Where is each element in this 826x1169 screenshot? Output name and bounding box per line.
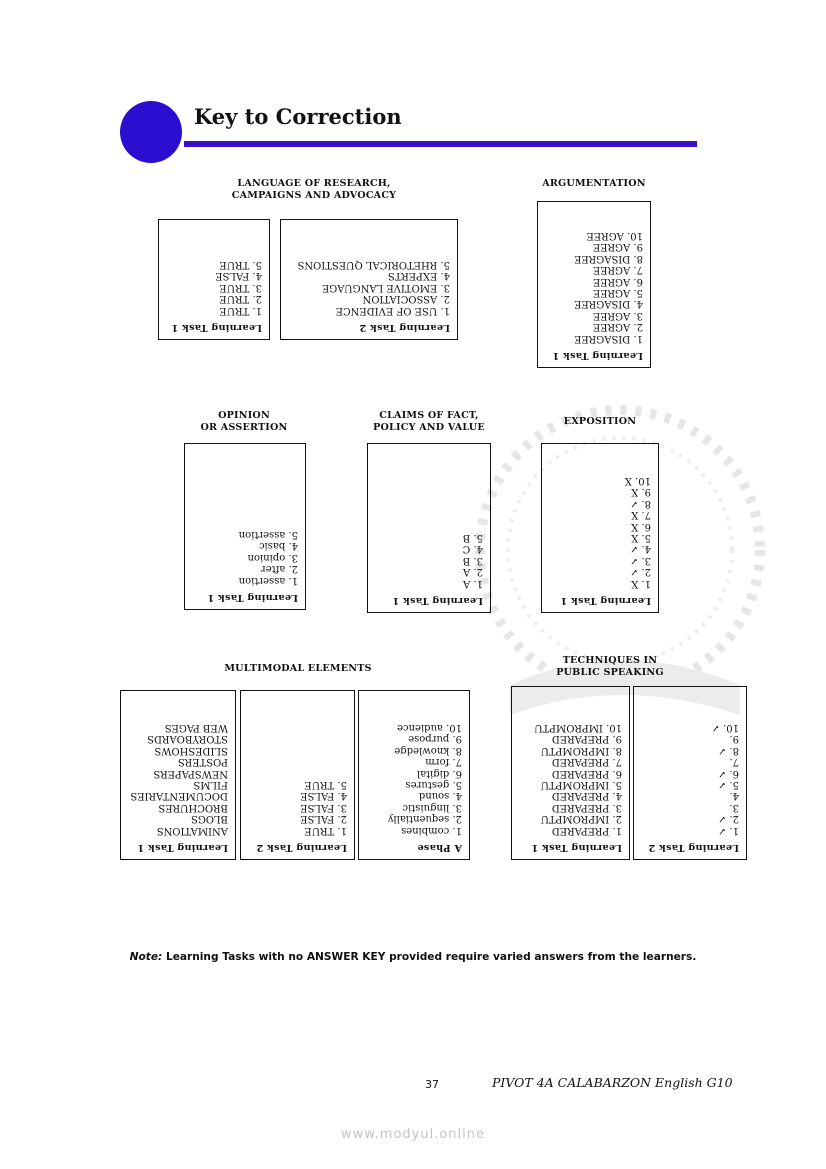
page-number: 37 bbox=[425, 1078, 439, 1091]
answer-item: 6. digital bbox=[416, 767, 462, 779]
answer-item: SLIDESHOWS bbox=[154, 744, 228, 756]
title-bullet-dot bbox=[120, 101, 182, 163]
answer-item: 5. gestures bbox=[405, 778, 462, 790]
answer-item: 3. opinion bbox=[247, 551, 298, 563]
answer-box-tp-task1: Learning Task 1 1. PREPARED 2. IMPROMPTU 3. PREPARED 4. PREPARED 5. IMPROMPTU 6. PREPARED 7. PREPARED 8. IMPROMPTU 9. PREPARED 10. IMPROMPTU bbox=[511, 686, 630, 860]
note-label: Note: bbox=[129, 951, 163, 963]
answer-box-arg-task1: Learning Task 1 1. DISAGREE 2. AGREE 3. AGREE 4. DISAGREE 5. AGREE 6. AGREE 7. AGREE 8. DISAGREE 9. AGREE 10. AGREE bbox=[537, 201, 651, 368]
answer-item: 2. ASSOCIATION bbox=[362, 293, 450, 305]
answer-item: 3. EMOTIVE LANGUAGE bbox=[321, 281, 450, 293]
answer-item: 2. A bbox=[463, 566, 483, 578]
answer-item: 3. AGREE bbox=[592, 309, 643, 321]
answer-item: 5. AGREE bbox=[592, 286, 643, 298]
answer-item: 2. AGREE bbox=[592, 321, 643, 333]
title-underline bbox=[184, 141, 697, 147]
section-title-multimodal: MULTIMODAL ELEMENTS bbox=[224, 663, 372, 674]
answer-item: FILMS bbox=[193, 778, 228, 790]
answer-item: 7. PREPARED bbox=[551, 756, 622, 768]
answer-item: 2. IMPROMPTU bbox=[540, 813, 622, 825]
answer-item: 4. FALSE bbox=[300, 790, 347, 802]
answer-item: 2. ✓ bbox=[717, 813, 739, 825]
section-title-argumentation: ARGUMENTATION bbox=[542, 178, 646, 189]
answer-item: 5. TRUE bbox=[219, 258, 262, 270]
answer-item: 3. bbox=[729, 801, 739, 813]
answer-item: 5. X bbox=[631, 531, 651, 543]
answer-item: 2. after bbox=[260, 563, 298, 575]
answer-item: 2. ✓ bbox=[629, 566, 651, 578]
answer-item: 5. ✓ bbox=[717, 778, 739, 790]
watermark-url: www.modyul.online bbox=[340, 1127, 486, 1142]
answer-item: 1. A bbox=[463, 577, 483, 589]
answer-item: 6. AGREE bbox=[592, 275, 643, 287]
answer-item: 7. AGREE bbox=[592, 264, 643, 276]
answer-item: 6. PREPARED bbox=[551, 767, 622, 779]
answer-item: 1. PREPARED bbox=[551, 824, 622, 836]
answer-item: 1. X bbox=[631, 577, 651, 589]
answer-item: BLOGS bbox=[190, 813, 228, 825]
answer-item: 5. B bbox=[462, 531, 483, 543]
answer-item: STORYBOARDS bbox=[147, 733, 228, 745]
answer-item: 5. RHETORICAL QUESTIONS bbox=[297, 258, 450, 270]
answer-item: 1. assertion bbox=[238, 574, 298, 586]
answer-item: 1. ✓ bbox=[717, 824, 739, 836]
section-title-techniques: TECHNIQUES IN PUBLIC SPEAKING bbox=[556, 655, 664, 678]
answer-item: 3. PREPARED bbox=[551, 801, 622, 813]
answer-item: 9. PREPARED bbox=[551, 733, 622, 745]
answer-item: 10. ✓ bbox=[711, 721, 739, 733]
answer-item: 9. X bbox=[631, 486, 651, 498]
answer-item: 1. USE OF EVIDENCE bbox=[335, 304, 450, 316]
answer-item: 4. PREPARED bbox=[551, 790, 622, 802]
answer-item: ANIMATIONS bbox=[156, 824, 228, 836]
answer-item: 2. FALSE bbox=[300, 813, 347, 825]
answer-box-claims-task1: Learning Task 1 1. A 2. A 3. B 4. C 5. B bbox=[367, 443, 491, 613]
answer-item: 4. C bbox=[462, 543, 483, 555]
answer-item: 2. sequentially bbox=[387, 813, 462, 825]
page-title: Key to Correction bbox=[194, 104, 402, 129]
answer-item: 5. assertion bbox=[238, 528, 298, 540]
answer-item: 7. form bbox=[425, 756, 462, 768]
answer-item: 4. ✓ bbox=[629, 543, 651, 555]
answer-item: 1. TRUE bbox=[219, 304, 262, 316]
answer-item: 4. FALSE bbox=[215, 270, 262, 282]
answer-item: 9. AGREE bbox=[592, 241, 643, 253]
answer-item: 3. ✓ bbox=[629, 554, 651, 566]
answer-item: 10. audience bbox=[397, 721, 462, 733]
answer-box-mm-aphase: A Phase 1. combines 2. sequentially 3. linguistic 4. sound 5. gestures 6. digital 7. form 8. knowledge 9. purpose 10. audience bbox=[358, 690, 470, 860]
answer-item: 4. bbox=[729, 790, 739, 802]
answer-box-lr-task1: Learning Task 1 1. TRUE 2. TRUE 3. TRUE 4. FALSE 5. TRUE bbox=[158, 219, 270, 340]
answer-item: 5. TRUE bbox=[304, 778, 347, 790]
answer-item: 10. AGREE bbox=[586, 229, 643, 241]
answer-item: 6. ✓ bbox=[717, 767, 739, 779]
answer-item: 8. ✓ bbox=[629, 497, 651, 509]
answer-item: 9. purpose bbox=[408, 733, 462, 745]
answer-box-opinion-task1: Learning Task 1 1. assertion 2. after 3. opinion 4. basic 5. assertion bbox=[184, 443, 306, 610]
answer-item: 10. IMPROMPTU bbox=[534, 721, 622, 733]
answer-item: 3. TRUE bbox=[219, 281, 262, 293]
answer-item: 8. ✓ bbox=[717, 744, 739, 756]
section-title-claims: CLAIMS OF FACT, POLICY AND VALUE bbox=[373, 410, 485, 433]
answer-item: 4. DISAGREE bbox=[574, 298, 643, 310]
answer-item: 4. basic bbox=[258, 540, 298, 552]
answer-item: 6. X bbox=[631, 520, 651, 532]
answer-item: NEWSPAPERS bbox=[153, 767, 228, 779]
answer-item: 4. EXPERTS bbox=[387, 270, 450, 282]
answer-box-tp-task2: Learning Task 2 1. ✓ 2. ✓ 3. 4. 5. ✓ 6. ✓ 7. 8. ✓ 9. 10. ✓ bbox=[633, 686, 747, 860]
answer-item: 1. combines bbox=[401, 824, 462, 836]
answer-item: 1. TRUE bbox=[304, 824, 347, 836]
answer-item: 10. X bbox=[624, 474, 651, 486]
answer-box-mm-task2: Learning Task 2 1. TRUE 2. FALSE 3. FALSE 4. FALSE 5. TRUE bbox=[240, 690, 355, 860]
answer-item: 8. DISAGREE bbox=[574, 252, 643, 264]
answer-item: 9. bbox=[729, 733, 739, 745]
answer-item: 7. bbox=[729, 756, 739, 768]
answer-item: 1. DISAGREE bbox=[574, 332, 643, 344]
note-text bbox=[0, 951, 826, 963]
answer-item: 3. B bbox=[462, 554, 483, 566]
answer-item: DOCUMENTARIES bbox=[130, 790, 228, 802]
answer-item: POSTERS bbox=[177, 756, 228, 768]
section-title-exposition: EXPOSITION bbox=[563, 416, 637, 427]
answer-box-exposition-task1: Learning Task 1 1. X 2. ✓ 3. ✓ 4. ✓ 5. X 6. X 7. X 8. ✓ 9. X 10. X bbox=[541, 443, 659, 613]
answer-item: 5. IMPROMPTU bbox=[540, 778, 622, 790]
answer-box-lr-task2: Learning Task 2 1. USE OF EVIDENCE 2. ASSOCIATION 3. EMOTIVE LANGUAGE 4. EXPERTS 5. RHETORICAL QUESTIONS bbox=[280, 219, 458, 340]
section-title-language-of-research: LANGUAGE OF RESEARCH, CAMPAIGNS AND ADVOCACY bbox=[231, 178, 397, 201]
answer-item: 2. TRUE bbox=[219, 293, 262, 305]
answer-item: 4. sound bbox=[418, 790, 462, 802]
answer-box-mm-task1: Learning Task 1 ANIMATIONS BLOGS BROCHURES DOCUMENTARIES FILMS NEWSPAPERS POSTERS SLIDESHOWS STORYBOARDS WEB PAGES bbox=[120, 690, 236, 860]
answer-item: 8. IMPROMPTU bbox=[540, 744, 622, 756]
answer-item: 3. FALSE bbox=[300, 801, 347, 813]
answer-item: WEB PAGES bbox=[164, 721, 228, 733]
note-body: Learning Tasks with no ANSWER KEY provided require varied answers from the learners. bbox=[162, 951, 697, 963]
answer-item: 8. knowledge bbox=[394, 744, 462, 756]
answer-item: 3. linguistic bbox=[402, 801, 462, 813]
footer-title: PIVOT 4A CALABARZON English G10 bbox=[492, 1075, 733, 1090]
answer-item: 7. X bbox=[631, 509, 651, 521]
answer-item: BROCHURES bbox=[158, 801, 228, 813]
section-title-opinion: OPINION OR ASSERTION bbox=[200, 410, 288, 433]
